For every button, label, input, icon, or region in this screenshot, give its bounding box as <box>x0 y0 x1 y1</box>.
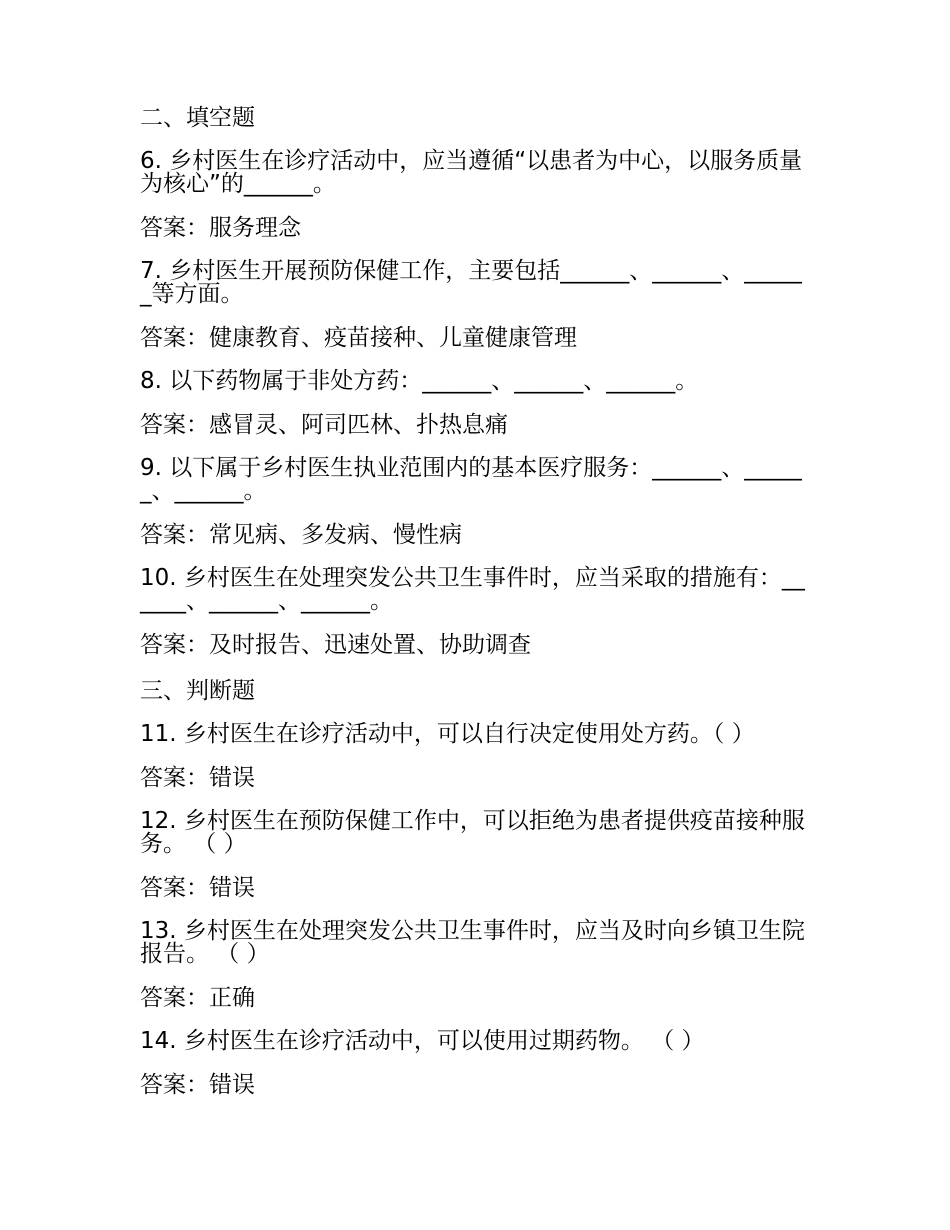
question-11: 11. 乡村医生在诊疗活动中，可以自行决定使用处方药。（ ） <box>140 721 755 747</box>
answer-12: 答案：错误 <box>140 875 255 901</box>
section-title-fill-blank: 二、填空题 <box>140 105 255 131</box>
question-13: 13. 乡村医生在处理突发公共卫生事件时，应当及时向乡镇卫生院报告。 （ ） <box>140 918 805 967</box>
question-14: 14. 乡村医生在诊疗活动中，可以使用过期药物。 （ ） <box>140 1028 705 1054</box>
answer-13: 答案：正确 <box>140 985 255 1011</box>
answer-14: 答案：错误 <box>140 1072 255 1098</box>
answer-10: 答案：及时报告、迅速处置、协助调查 <box>140 632 531 658</box>
answer-11: 答案：错误 <box>140 765 255 791</box>
answer-8: 答案：感冒灵、阿司匹林、扑热息痛 <box>140 412 508 438</box>
section-title-true-false: 三、判断题 <box>140 678 255 704</box>
question-12: 12. 乡村医生在预防保健工作中，可以拒绝为患者提供疫苗接种服务。 （ ） <box>140 808 805 857</box>
question-6: 6. 乡村医生在诊疗活动中，应当遵循“以患者为中心，以服务质量为核心”的______。 <box>140 148 803 197</box>
question-7: 7. 乡村医生开展预防保健工作，主要包括______、______、______等方面。 <box>140 258 802 307</box>
answer-7: 答案：健康教育、疫苗接种、儿童健康管理 <box>140 325 577 351</box>
question-8: 8. 以下药物属于非处方药：______、______、______。 <box>140 368 699 394</box>
question-9: 9. 以下属于乡村医生执业范围内的基本医疗服务：______、______、______。 <box>140 455 802 504</box>
question-10: 10. 乡村医生在处理突发公共卫生事件时，应当采取的措施有：______、______、______。 <box>140 565 805 614</box>
answer-9: 答案：常见病、多发病、慢性病 <box>140 522 462 548</box>
document-page <box>140 104 810 1117</box>
answer-6: 答案：服务理念 <box>140 215 301 241</box>
